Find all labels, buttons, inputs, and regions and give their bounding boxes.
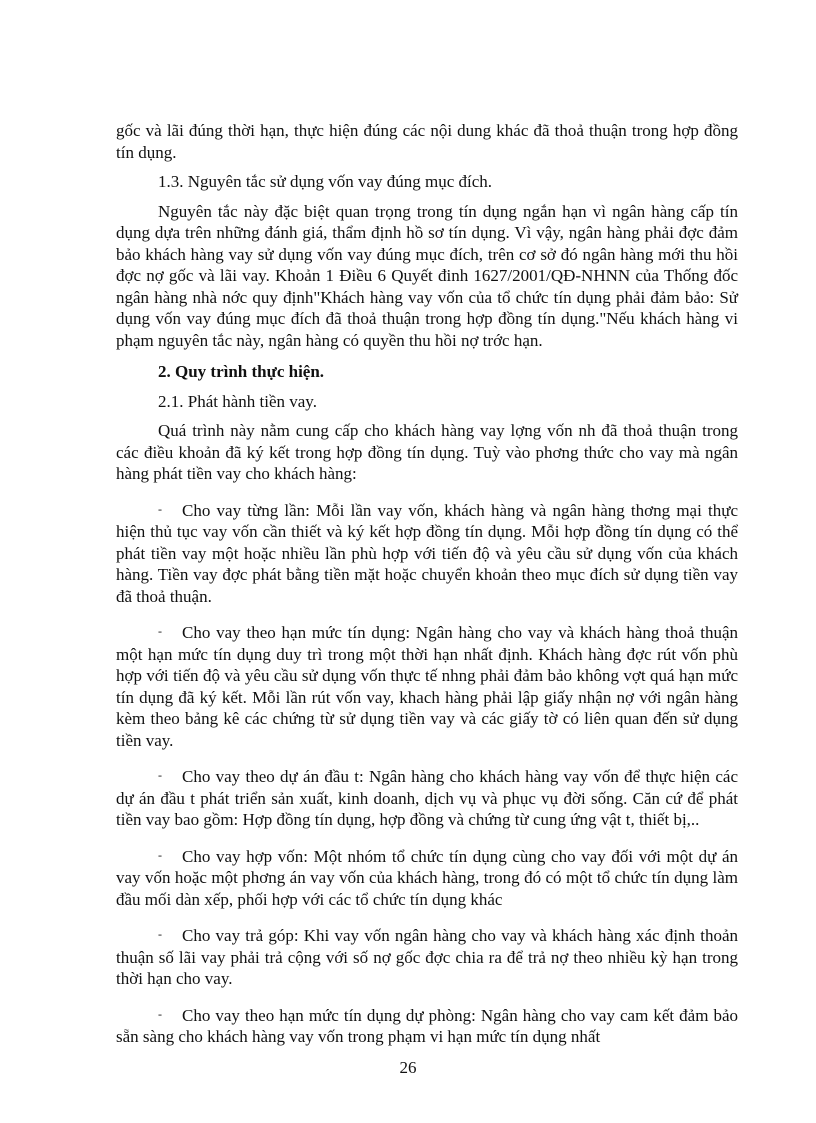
list-item-single-loan [116,499,738,608]
list-item-text: Cho vay trả góp: Khi vay vốn ngân hàng cho vay và khách hàng xác định thoản thuận số lãi vay phải trả cộng với số nợ gốc đợc chia ra để trả nợ theo nhiều kỳ hạn trong thời hạn cho vay. [116,926,738,988]
bullet-dash: - [158,847,162,862]
list-item-text: Cho vay theo hạn mức tín dụng dự phòng: Ngân hàng cho vay cam kết đảm bảo sẵn sàng cho khách hàng vay vốn trong phạm vi hạn mức tín dụng nhất [116,1005,738,1046]
list-item-installment-loan [116,924,738,990]
subheading-2-1: 2.1. Phát hành tiền vay. [158,391,317,411]
bullet-dash: - [158,624,162,638]
list-item-text: Cho vay hợp vốn: Một nhóm tổ chức tín dụng cùng cho vay đối với một dự án vay vốn hoặc một phơng án vay vốn của khách hàng, trong đó có một tổ chức tín dụng làm đầu mối dàn xếp, phối hợp với các tổ chức tín dụng khác [116,846,738,909]
paragraph-continuation: gốc và lãi đúng thời hạn, thực hiện đúng các nội dung khác đã thoả thuận trong hợp đồng tín dụng. [116,121,738,162]
list-item-project-loan [116,765,738,831]
paragraph-disbursement: Quá trình này nằm cung cấp cho khách hàng vay lợng vốn nh đã thoả thuận trong các điều khoản đã ký kết trong hợp đồng tín dụng. Tuỳ vào phơng thức cho vay mà ngân hàng phát tiền vay cho khách hàng: [116,421,738,483]
bullet-dash: - [158,501,162,516]
bullet-dash: - [158,1006,162,1021]
list-item-credit-limit [116,621,738,751]
list-item-text: Cho vay từng lần: Mỗi lần vay vốn, khách hàng và ngân hàng thơng mại thực hiện thủ tục vay vốn cần thiết và ký kết hợp đồng tín dụng. Mỗi hợp đồng tín dụng có thể phát tiền vay một hoặc nhiều lần phù hợp với tiến độ và yêu cầu sử dụng vốn của khách hàng. Tiền vay đợc phát bằng tiền mặt hoặc chuyển khoản theo mục đích sử dụng tiền vay đã thoả thuận. [116,500,738,606]
list-item-standby-credit [116,1004,738,1048]
list-item-text: Cho vay theo hạn mức tín dụng: Ngân hàng cho vay và khách hàng thoả thuận một hạn mức tín dụng duy trì trong một thời hạn nhất định. Khách hàng đợc rút vốn phù hợp với tiến độ và yêu cầu sử dụng vốn thực tế nhng phải đảm bảo không vợt quá hạn mức tín dụng đã ký kết. Mỗi lần rút vốn vay, khach hàng phải lập giấy nhận nợ với ngân hàng kèm theo bảng kê các chứng từ sử dụng tiền vay và các giấy tờ có liên quan đến sử dụng tiền vay. [116,623,738,750]
document-page [116,120,738,1048]
subheading-1-3: 1.3. Nguyên tắc sử dụng vốn vay đúng mục đích. [158,172,493,191]
paragraph-principle: Nguyên tắc này đặc biệt quan trọng trong tín dụng ngắn hạn vì ngân hàng cấp tín dụng dựa trên những đánh giá, thẩm định hồ sơ tín dụng. Vì vậy, ngân hàng phải đợc đảm bảo khách hàng vay sử dụng vốn vay đúng mục đích, trên cơ sở đó ngân hàng mới thu hồi đợc nợ gốc và lãi vay. Khoản 1 Điều 6 Quyết đinh 1627/2001/QĐ-NHNN của Thống đốc ngân hàng nhà nớc quy định"Khách hàng vay vốn của tổ chức tín dụng phải đảm bảo: Sử dụng vốn vay đúng mục đích đã thoả thuận trong hợp đồng tín dụng."Nếu khách hàng vi phạm nguyên tắc này, ngân hàng có quyền thu hồi nợ trớc hạn. [116,201,738,350]
bullet-dash: - [158,768,162,782]
list-item-text: Cho vay theo dự án đầu t: Ngân hàng cho khách hàng vay vốn để thực hiện các dự án đầu t phát triển sản xuất, kinh doanh, dịch vụ và phục vụ đời sống. Căn cứ để phát tiền vay bao gồm: Hợp đồng tín dụng, hợp đồng và chứng từ cung ứng vật t, thiết bị,.. [116,767,738,829]
section-heading-2: 2. Quy trình thực hiện. [158,362,325,381]
list-item-syndicated-loan [116,845,738,911]
page-number: 26 [399,1058,417,1077]
bullet-dash: - [158,927,162,941]
